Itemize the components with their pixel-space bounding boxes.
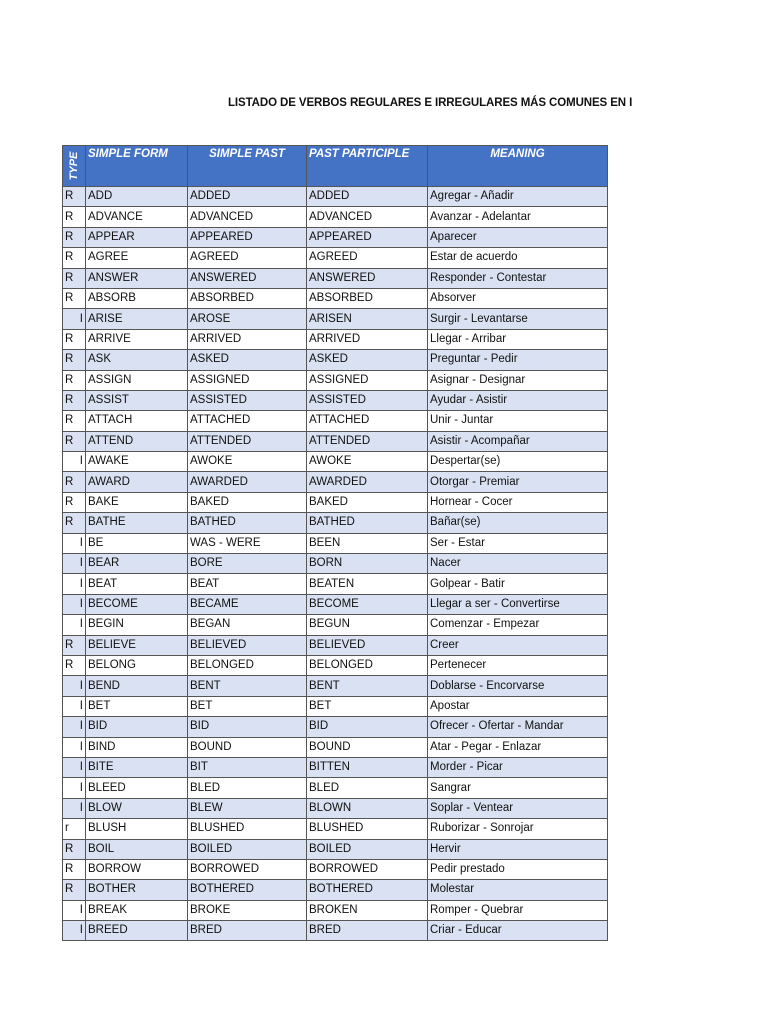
simple-past-cell: BELIEVED [188,635,307,655]
type-cell: I [63,574,86,594]
table-row [63,594,608,614]
past-participle-cell: BEATEN [307,574,428,594]
simple-form-cell: BELIEVE [86,635,188,655]
simple-past-cell: ASSISTED [188,390,307,410]
simple-form-cell: AWARD [86,472,188,492]
type-cell: I [63,798,86,818]
table-row [63,778,608,798]
past-participle-cell: BELONGED [307,655,428,675]
meaning-cell: Despertar(se) [428,452,608,472]
simple-past-cell: BOUND [188,737,307,757]
simple-past-cell: AWARDED [188,472,307,492]
type-cell: I [63,309,86,329]
meaning-cell: Bañar(se) [428,513,608,533]
meaning-cell: Agregar - Añadir [428,187,608,207]
past-participle-cell: BAKED [307,492,428,512]
table-row [63,248,608,268]
table-row [63,513,608,533]
type-cell: R [63,472,86,492]
simple-form-cell: BOTHER [86,880,188,900]
type-cell: I [63,900,86,920]
meaning-cell: Romper - Quebrar [428,900,608,920]
table-row [63,390,608,410]
simple-form-cell: ASSIST [86,390,188,410]
simple-past-cell: AROSE [188,309,307,329]
simple-past-cell: AGREED [188,248,307,268]
past-participle-cell: ADVANCED [307,207,428,227]
type-cell: R [63,513,86,533]
meaning-cell: Llegar - Arribar [428,329,608,349]
meaning-cell: Otorgar - Premiar [428,472,608,492]
table-row [63,717,608,737]
past-participle-cell: AGREED [307,248,428,268]
simple-past-cell: ATTACHED [188,411,307,431]
table-row [63,737,608,757]
header-simple-past: SIMPLE PAST [188,146,307,187]
past-participle-cell: BET [307,696,428,716]
meaning-cell: Sangrar [428,778,608,798]
simple-form-cell: BET [86,696,188,716]
type-cell: I [63,594,86,614]
simple-past-cell: BENT [188,676,307,696]
meaning-cell: Golpear - Batir [428,574,608,594]
table-row [63,207,608,227]
past-participle-cell: BELIEVED [307,635,428,655]
past-participle-cell: BENT [307,676,428,696]
past-participle-cell: BOTHERED [307,880,428,900]
type-cell: I [63,676,86,696]
meaning-cell: Ruborizar - Sonrojar [428,819,608,839]
simple-form-cell: ADVANCE [86,207,188,227]
meaning-cell: Avanzar - Adelantar [428,207,608,227]
meaning-cell: Pedir prestado [428,859,608,879]
type-cell: r [63,819,86,839]
meaning-cell: Hervir [428,839,608,859]
table-row [63,900,608,920]
simple-form-cell: ASK [86,350,188,370]
table-row [63,839,608,859]
type-cell: R [63,268,86,288]
meaning-cell: Pertenecer [428,655,608,675]
simple-past-cell: BATHED [188,513,307,533]
table-row [63,655,608,675]
type-cell: R [63,411,86,431]
simple-form-cell: ANSWER [86,268,188,288]
past-participle-cell: BEEN [307,533,428,553]
type-cell: R [63,187,86,207]
past-participle-cell: APPEARED [307,227,428,247]
table-body [63,187,608,941]
past-participle-cell: ARISEN [307,309,428,329]
simple-past-cell: BEGAN [188,615,307,635]
simple-past-cell: BET [188,696,307,716]
past-participle-cell: BOUND [307,737,428,757]
table-row [63,859,608,879]
type-cell: R [63,880,86,900]
simple-form-cell: APPEAR [86,227,188,247]
type-cell: I [63,554,86,574]
meaning-cell: Preguntar - Pedir [428,350,608,370]
simple-form-cell: BIND [86,737,188,757]
type-cell: R [63,839,86,859]
simple-form-cell: BAKE [86,492,188,512]
past-participle-cell: ABSORBED [307,288,428,308]
meaning-cell: Unir - Juntar [428,411,608,431]
past-participle-cell: BATHED [307,513,428,533]
simple-past-cell: BLED [188,778,307,798]
meaning-cell: Morder - Picar [428,757,608,777]
verbs-table [62,145,608,941]
simple-form-cell: ARISE [86,309,188,329]
simple-form-cell: BEAR [86,554,188,574]
simple-form-cell: BLOW [86,798,188,818]
meaning-cell: Estar de acuerdo [428,248,608,268]
simple-form-cell: BITE [86,757,188,777]
type-cell: I [63,533,86,553]
past-participle-cell: BORN [307,554,428,574]
past-participle-cell: BRED [307,921,428,941]
simple-form-cell: ATTEND [86,431,188,451]
document-title: LISTADO DE VERBOS REGULARES E IRREGULARES MÁS COMUNES EN I [228,97,633,109]
meaning-cell: Absorver [428,288,608,308]
simple-past-cell: ANSWERED [188,268,307,288]
past-participle-cell: BLUSHED [307,819,428,839]
simple-form-cell: BID [86,717,188,737]
type-cell: R [63,329,86,349]
simple-form-cell: BE [86,533,188,553]
table-row [63,615,608,635]
past-participle-cell: BORROWED [307,859,428,879]
simple-past-cell: BOTHERED [188,880,307,900]
table-row [63,452,608,472]
type-cell: R [63,350,86,370]
table-row [63,757,608,777]
simple-past-cell: BLEW [188,798,307,818]
type-cell: I [63,757,86,777]
simple-past-cell: ABSORBED [188,288,307,308]
type-cell: I [63,737,86,757]
meaning-cell: Ayudar - Asistir [428,390,608,410]
simple-past-cell: ADVANCED [188,207,307,227]
meaning-cell: Hornear - Cocer [428,492,608,512]
type-cell: I [63,717,86,737]
simple-past-cell: AWOKE [188,452,307,472]
meaning-cell: Comenzar - Empezar [428,615,608,635]
simple-past-cell: BECAME [188,594,307,614]
type-cell: I [63,778,86,798]
past-participle-cell: ARRIVED [307,329,428,349]
simple-past-cell: BID [188,717,307,737]
simple-past-cell: BIT [188,757,307,777]
table-row [63,921,608,941]
meaning-cell: Soplar - Ventear [428,798,608,818]
simple-past-cell: ADDED [188,187,307,207]
simple-past-cell: BELONGED [188,655,307,675]
simple-form-cell: BEAT [86,574,188,594]
simple-form-cell: BLUSH [86,819,188,839]
type-cell: R [63,207,86,227]
simple-form-cell: ASSIGN [86,370,188,390]
simple-past-cell: BORROWED [188,859,307,879]
table-row [63,350,608,370]
meaning-cell: Atar - Pegar - Enlazar [428,737,608,757]
type-cell: I [63,452,86,472]
past-participle-cell: ASKED [307,350,428,370]
meaning-cell: Asistir - Acompañar [428,431,608,451]
simple-past-cell: BOILED [188,839,307,859]
type-cell: R [63,492,86,512]
type-cell: R [63,288,86,308]
simple-past-cell: ASKED [188,350,307,370]
simple-past-cell: BAKED [188,492,307,512]
simple-past-cell: BRED [188,921,307,941]
simple-past-cell: WAS - WERE [188,533,307,553]
simple-form-cell: BORROW [86,859,188,879]
simple-form-cell: BEND [86,676,188,696]
table-row [63,798,608,818]
past-participle-cell: BLED [307,778,428,798]
simple-form-cell: ADD [86,187,188,207]
simple-form-cell: BELONG [86,655,188,675]
meaning-cell: Ofrecer - Ofertar - Mandar [428,717,608,737]
simple-past-cell: ATTENDED [188,431,307,451]
past-participle-cell: AWARDED [307,472,428,492]
past-participle-cell: ASSIGNED [307,370,428,390]
meaning-cell: Ser - Estar [428,533,608,553]
type-cell: R [63,859,86,879]
simple-form-cell: BECOME [86,594,188,614]
past-participle-cell: ATTACHED [307,411,428,431]
meaning-cell: Doblarse - Encorvarse [428,676,608,696]
type-cell: I [63,615,86,635]
simple-past-cell: BORE [188,554,307,574]
past-participle-cell: ADDED [307,187,428,207]
type-cell: I [63,921,86,941]
type-cell: R [63,248,86,268]
header-past-participle: PAST PARTICIPLE [307,146,428,187]
meaning-cell: Responder - Contestar [428,268,608,288]
meaning-cell: Criar - Educar [428,921,608,941]
table-row [63,574,608,594]
simple-past-cell: ARRIVED [188,329,307,349]
header-simple-form: SIMPLE FORM [86,146,188,187]
type-cell: I [63,696,86,716]
simple-form-cell: BATHE [86,513,188,533]
type-cell: R [63,655,86,675]
table-row [63,370,608,390]
past-participle-cell: BECOME [307,594,428,614]
table-row [63,329,608,349]
table-header-row [63,146,608,187]
header-type [63,146,86,187]
simple-past-cell: BROKE [188,900,307,920]
table-row [63,431,608,451]
meaning-cell: Creer [428,635,608,655]
past-participle-cell: BITTEN [307,757,428,777]
table-row [63,492,608,512]
table-row [63,554,608,574]
simple-past-cell: APPEARED [188,227,307,247]
simple-form-cell: BOIL [86,839,188,859]
table-row [63,268,608,288]
past-participle-cell: ATTENDED [307,431,428,451]
simple-form-cell: ARRIVE [86,329,188,349]
header-type-label: TYPE [68,151,80,181]
table-row [63,696,608,716]
type-cell: R [63,431,86,451]
simple-form-cell: AGREE [86,248,188,268]
past-participle-cell: BROKEN [307,900,428,920]
table-row [63,676,608,696]
past-participle-cell: BOILED [307,839,428,859]
past-participle-cell: BLOWN [307,798,428,818]
simple-past-cell: BLUSHED [188,819,307,839]
past-participle-cell: ANSWERED [307,268,428,288]
simple-form-cell: AWAKE [86,452,188,472]
simple-form-cell: BEGIN [86,615,188,635]
header-meaning: MEANING [428,146,608,187]
table-row [63,411,608,431]
type-cell: R [63,370,86,390]
past-participle-cell: BID [307,717,428,737]
meaning-cell: Asignar - Designar [428,370,608,390]
simple-form-cell: BREAK [86,900,188,920]
type-cell: R [63,635,86,655]
type-cell: R [63,390,86,410]
table-row [63,880,608,900]
simple-form-cell: BLEED [86,778,188,798]
meaning-cell: Apostar [428,696,608,716]
meaning-cell: Llegar a ser - Convertirse [428,594,608,614]
table-row [63,309,608,329]
table-row [63,472,608,492]
table-row [63,635,608,655]
meaning-cell: Aparecer [428,227,608,247]
simple-form-cell: BREED [86,921,188,941]
past-participle-cell: AWOKE [307,452,428,472]
meaning-cell: Surgir - Levantarse [428,309,608,329]
meaning-cell: Nacer [428,554,608,574]
table-row [63,288,608,308]
simple-form-cell: ABSORB [86,288,188,308]
simple-form-cell: ATTACH [86,411,188,431]
past-participle-cell: ASSISTED [307,390,428,410]
type-cell: R [63,227,86,247]
simple-past-cell: ASSIGNED [188,370,307,390]
table-row [63,819,608,839]
table-row [63,187,608,207]
meaning-cell: Molestar [428,880,608,900]
past-participle-cell: BEGUN [307,615,428,635]
table-row [63,227,608,247]
simple-past-cell: BEAT [188,574,307,594]
table-row [63,533,608,553]
